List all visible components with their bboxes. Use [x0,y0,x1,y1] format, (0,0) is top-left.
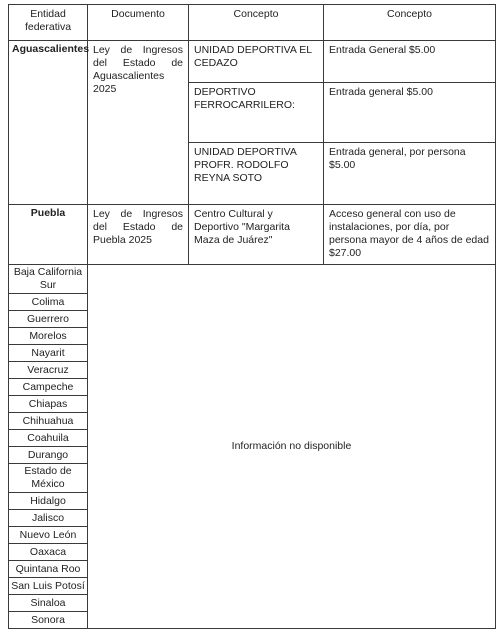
entidad-cell: Durango [9,447,88,464]
costo-cell: Entrada general $5.00 [324,83,496,143]
entidad-cell: Jalisco [9,510,88,527]
entidad-cell: Baja California Sur [9,265,88,294]
entidad-cell: Hidalgo [9,493,88,510]
costo-cell: Entrada General $5.00 [324,41,496,83]
entidad-cell: Chiapas [9,396,88,413]
costo-cell: Entrada general, por persona $5.00 [324,143,496,205]
no-disponible-cell: Información no disponible [88,265,496,629]
header-concepto-costo: Concepto [324,5,496,41]
costo-cell: Acceso general con uso de instalaciones, por día, por persona mayor de 4 años de edad $27.00 [324,205,496,265]
concepto-cell: DEPORTIVO FERROCARRILERO: [189,83,324,143]
entidad-cell: San Luis Potosí [9,578,88,595]
entidad-cell: Guerrero [9,311,88,328]
entidad-cell: Sinaloa [9,595,88,612]
entidad-cell: Sonora [9,612,88,629]
entidad-cell: Puebla [9,205,88,265]
documento-cell: Ley de Ingresos del Estado de Aguascalientes 2025 [88,41,189,205]
documento-cell: Ley de Ingresos del Estado de Puebla 2025 [88,205,189,265]
costs-table [8,4,496,629]
entidad-cell: Veracruz [9,362,88,379]
table-row [9,265,496,294]
entidad-cell: Estado de México [9,464,88,493]
entidad-cell: Coahuila [9,430,88,447]
entidad-cell: Chihuahua [9,413,88,430]
concepto-cell: UNIDAD DEPORTIVA PROFR. RODOLFO REYNA SOTO [189,143,324,205]
header-documento: Documento [88,5,189,41]
header-concepto: Concepto [189,5,324,41]
entidad-cell: Oaxaca [9,544,88,561]
entidad-cell: Campeche [9,379,88,396]
entidad-cell: Colima [9,294,88,311]
header-entidad: Entidad federativa [9,5,88,41]
entidad-cell: Morelos [9,328,88,345]
table-row [9,205,496,265]
concepto-cell: UNIDAD DEPORTIVA EL CEDAZO [189,41,324,83]
entidad-cell: Nuevo León [9,527,88,544]
header-row [9,5,496,41]
concepto-cell: Centro Cultural y Deportivo "Margarita Maza de Juárez" [189,205,324,265]
table-row [9,41,496,83]
entidad-cell: Aguascalientes [9,41,88,205]
entidad-cell: Quintana Roo [9,561,88,578]
entidad-cell: Nayarit [9,345,88,362]
